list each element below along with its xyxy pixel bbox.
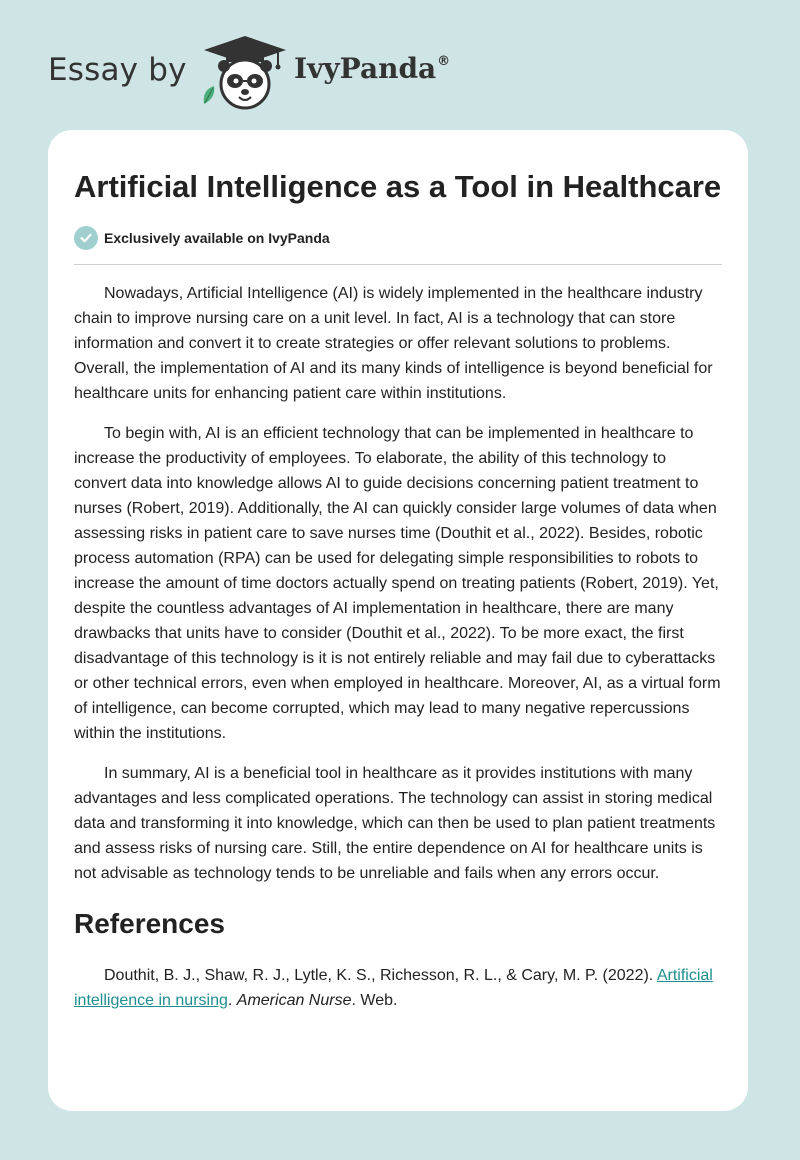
check-icon [74, 226, 98, 250]
paragraph: In summary, AI is a beneficial tool in healthcare as it provides institutions with many advantages and less complicated operations. The technology can assist in storing medical data and transforming it into knowledge, which can then be used to plan patient treatments and assess risks of nursing care. Still, the entire dependence on AI for healthcare units is not advisable as technology tends to be unreliable and fails when any errors occur. [74, 765, 716, 882]
paragraph: To begin with, AI is an efficient technology that can be implemented in healthcare to increase the productivity of employees. To elaborate, the ability of this technology to convert data into knowledge allows AI to guide decisions concerning patient treatment to nurses (Robert, 2019). Additionally, the AI can quickly consider large volumes of data when assessing risks in patient care to save nurses time (Douthit et al., 2022). Besides, robotic process automation (RPA) can be used for delegating simple responsibilities to robots to increase the amount of time doctors actually spend on treating patients (Robert, 2019). Yet, despite the countless advantages of AI implementation in healthcare, there are many drawbacks that units have to consider (Douthit et al., 2022). To be more exact, the first disadvantage of this technology is it is not entirely reliable and may fail due to cyberattacks or other technical errors, even when employed in healthcare. Moreover, AI, as a virtual form of intelligence, can become corrupted, which may lead to many negative repercussions within the institutions. [74, 425, 721, 742]
exclusive-badge [74, 226, 722, 250]
page-title: Artificial Intelligence as a Tool in Healthcare [74, 169, 722, 204]
reference-authors: Douthit, B. J., Shaw, R. J., Lytle, K. S., Richesson, R. L., & Cary, M. P. (2022). [104, 967, 654, 984]
brand-prefix: Essay by [48, 52, 187, 88]
registered-mark: ® [437, 54, 451, 69]
paragraph: Nowadays, Artificial Intelligence (AI) is widely implemented in the healthcare industry chain to improve nursing care on a unit level. In fact, AI is a technology that can store information and convert it to create strategies or offer relevant solutions to problems. Overall, the implementation of AI and its many kinds of intelligence is beyond beneficial for healthcare units for enhancing patient care within institutions. [74, 285, 713, 402]
reference-journal: American Nurse [236, 992, 352, 1009]
brand-name[interactable]: IvyPanda® [294, 52, 451, 85]
reference-item: Douthit, B. J., Shaw, R. J., Lytle, K. S., Richesson, R. L., & Cary, M. P. (2022). Artificial intelligence in nursing. American Nurse. Web. [74, 967, 713, 1009]
essay-body [74, 281, 722, 886]
reference-link[interactable]: Artificial intelligence in nursing [74, 967, 713, 1009]
references-heading: References [74, 908, 225, 939]
essay-card [48, 130, 748, 1111]
panda-graduate-icon [200, 34, 290, 112]
site-header [0, 0, 800, 130]
divider [74, 264, 722, 265]
badge-label: Exclusively available on IvyPanda [104, 230, 330, 246]
